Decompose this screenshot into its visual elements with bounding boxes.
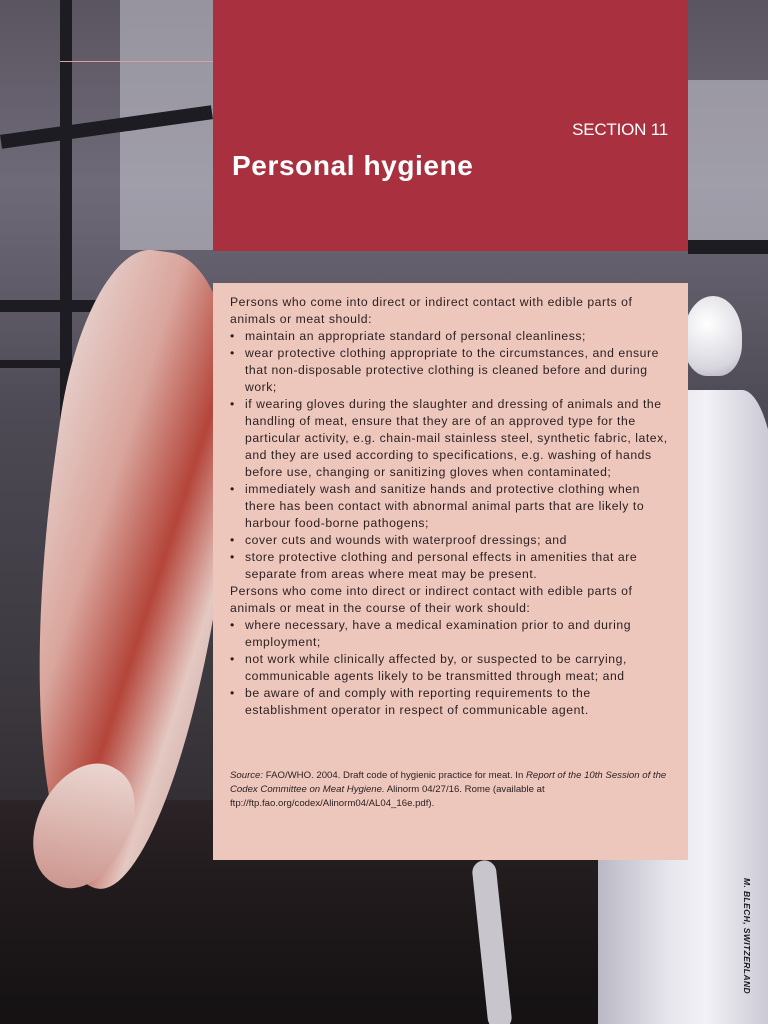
section-label: SECTION 11 <box>572 120 668 139</box>
worker-helmet <box>684 296 742 376</box>
list-item: • not work while clinically affected by, or suspected to be carrying, communicable agents likely to be transmitted through meat; and <box>230 651 674 685</box>
source-text: FAO/WHO. 2004. Draft code of hygienic practice for meat. In <box>265 770 524 781</box>
intro-paragraph: Persons who come into direct or indirect contact with edible parts of animals or meat should: <box>230 295 633 326</box>
page-title: Personal hygiene <box>232 150 474 181</box>
source-title: Report of the 10th Session of the Codex Committee on Meat Hygiene. <box>230 770 667 795</box>
intro-paragraph: Persons who come into direct or indirect contact with edible parts of animals or meat in the course of their work should: <box>230 584 633 615</box>
content-box <box>213 283 688 860</box>
list-item: • wear protective clothing appropriate to the circumstances, and ensure that non-disposable protective clothing is cleaned before and during work; <box>230 345 674 396</box>
list-item: • where necessary, have a medical examination prior to and during employment; <box>230 617 674 651</box>
list-item: • immediately wash and sanitize hands and protective clothing when there has been contact with abnormal animal parts that are likely to harbour food-borne pathogens; <box>230 481 674 532</box>
source-text: Alinorm 04/27/16. Rome (available at ftp://ftp.fao.org/codex/Alinorm04/AL04_16e.pdf). <box>230 784 545 809</box>
source-label: Source: <box>230 770 264 781</box>
list-item: • if wearing gloves during the slaughter and dressing of animals and the handling of meat, ensure that they are of an approved type for the particular activity, e.g. chain-mail stainless steel, synthetic fabric, latex, and they are used according to specifications, e.g. washing of hands before use, changing or sanitizing gloves when contaminated; <box>230 396 674 481</box>
list-item: • be aware of and comply with reporting requirements to the establishment operator in respect of communicable agent. <box>230 685 674 719</box>
bullet-list <box>230 617 674 719</box>
list-item: • cover cuts and wounds with waterproof dressings; and <box>230 532 674 549</box>
ceiling-beam <box>688 240 768 254</box>
ceiling-light <box>688 80 768 240</box>
list-item: • maintain an appropriate standard of personal cleanliness; <box>230 328 674 345</box>
list-item: • store protective clothing and personal effects in amenities that are separate from areas where meat may be present. <box>230 549 674 583</box>
section-header <box>213 0 688 251</box>
source-citation <box>230 769 674 811</box>
photo-credit: M. BLECH, SWITZERLAND <box>742 878 752 995</box>
bullet-list <box>230 328 674 583</box>
